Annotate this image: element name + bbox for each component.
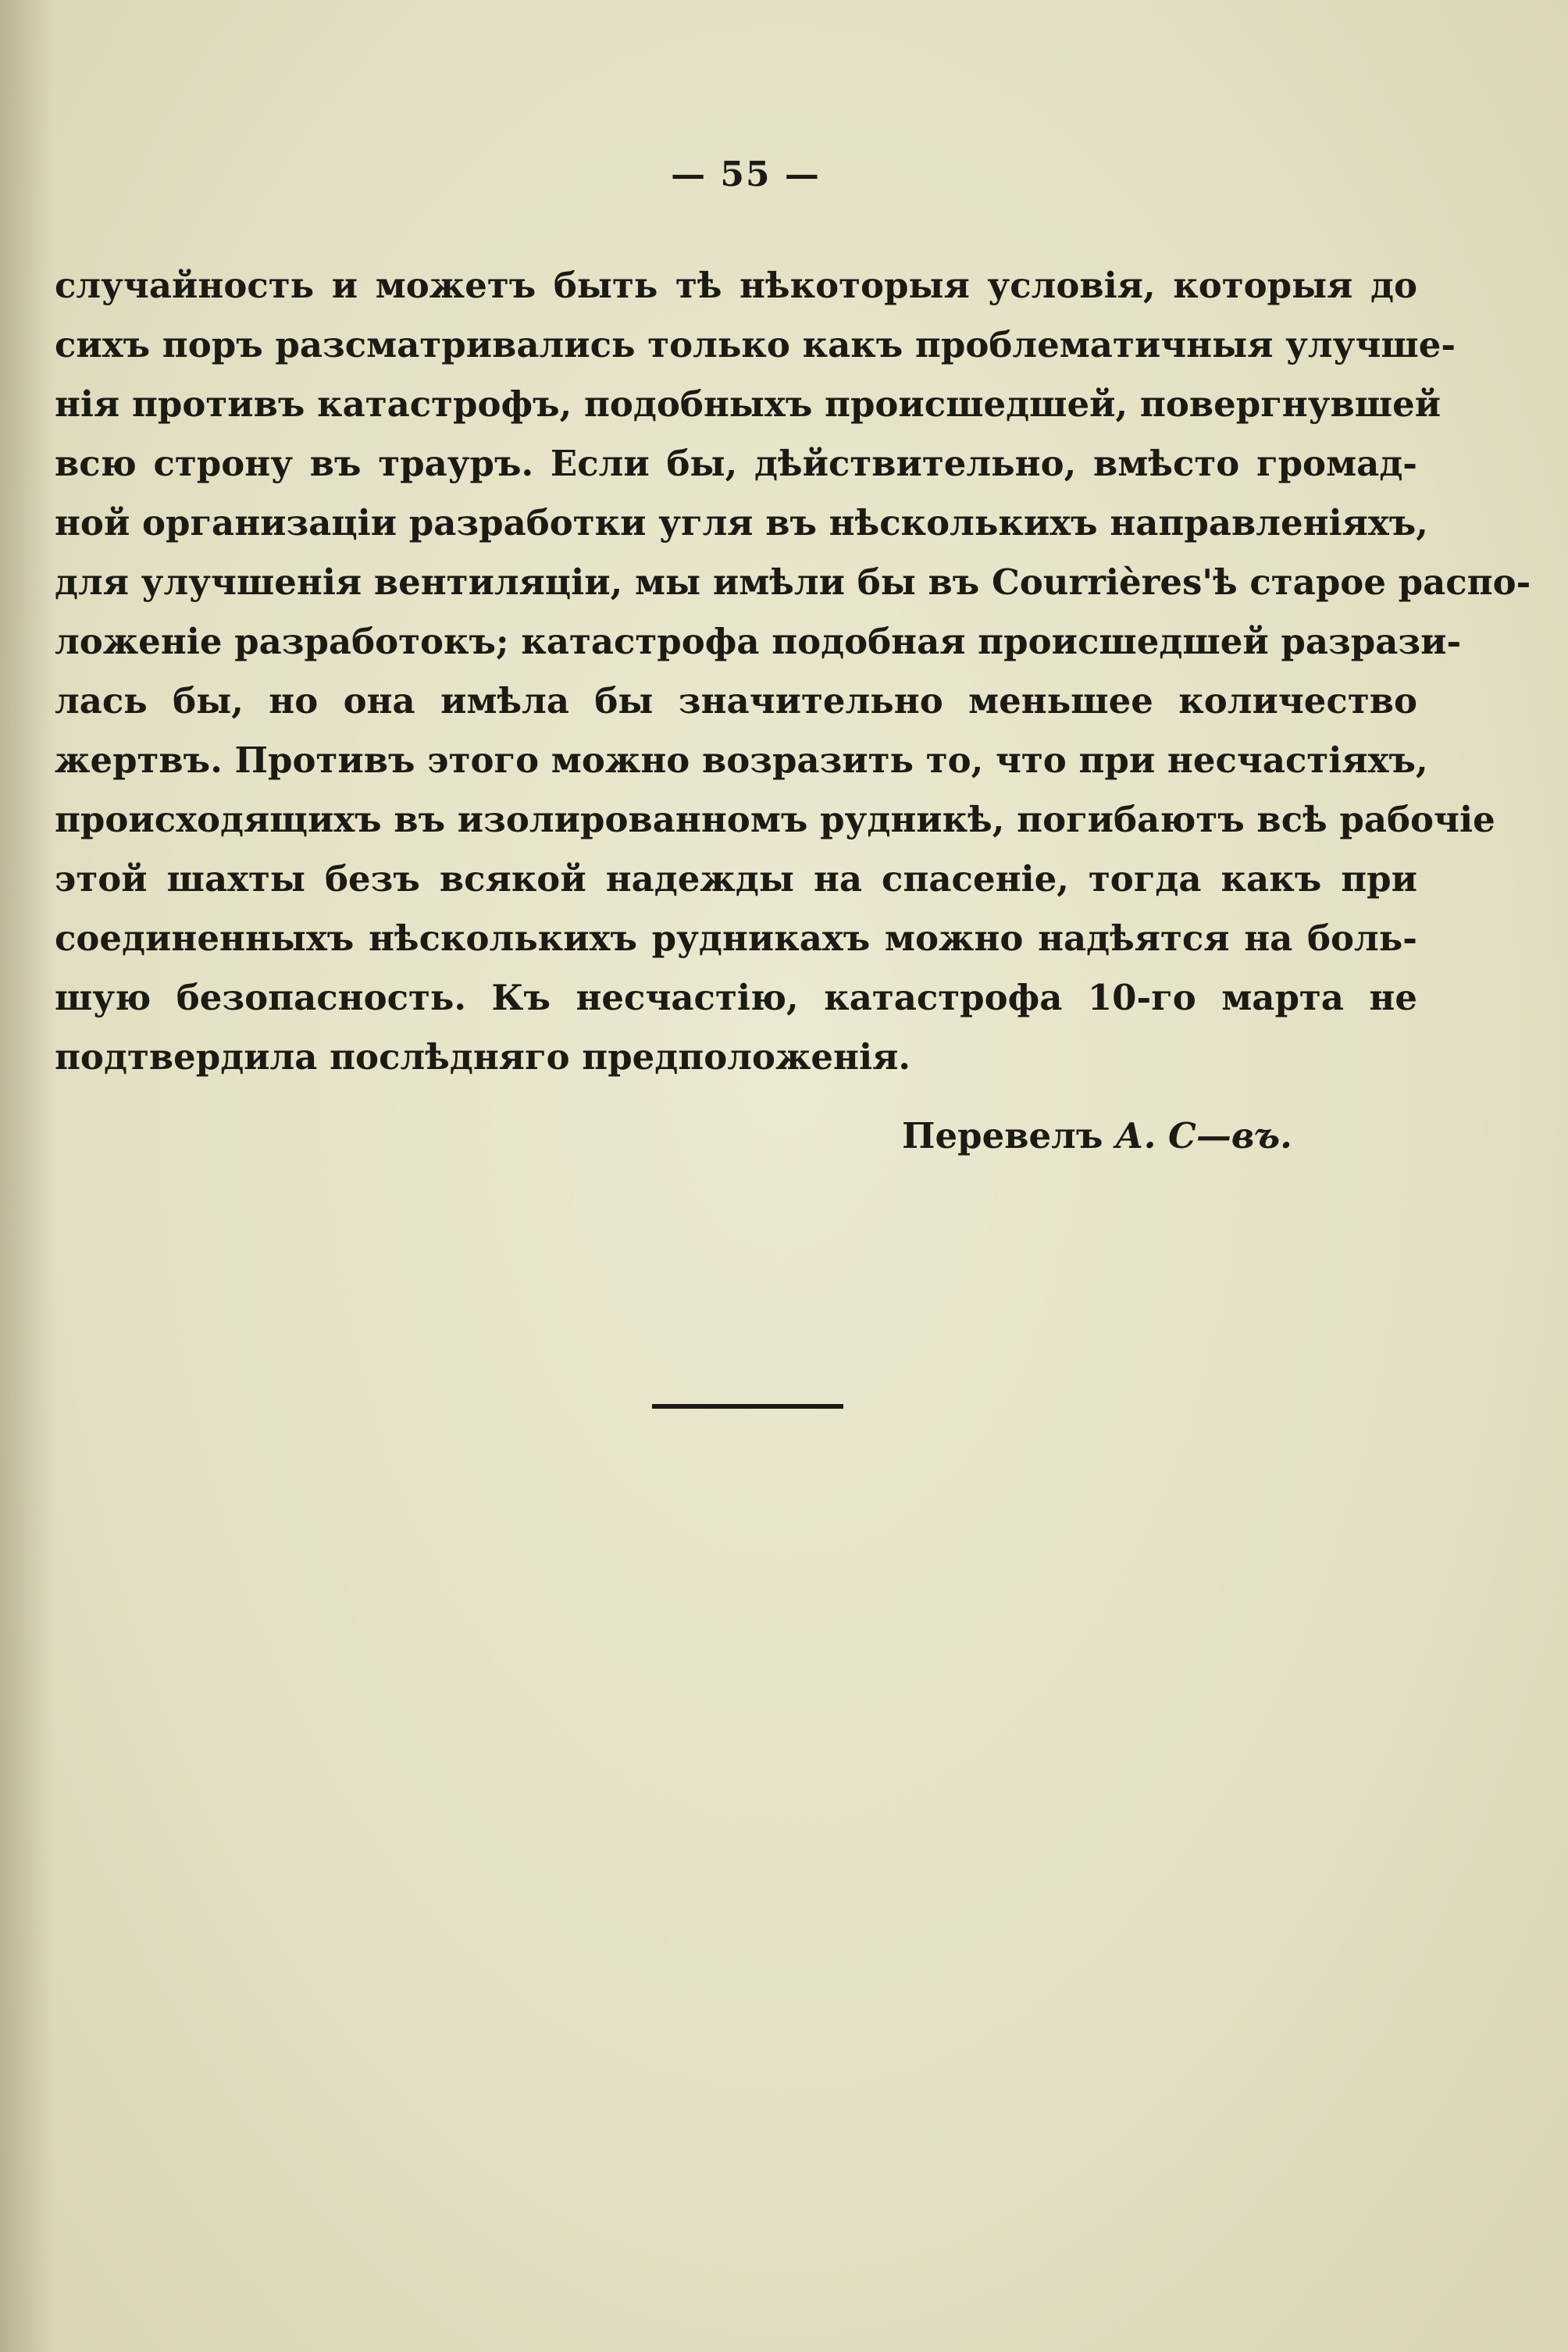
text-line: случайность и можетъ быть тѣ нѣкоторыя условія, которыя до [55, 265, 1417, 306]
section-divider-rule [652, 1404, 843, 1409]
signature-prefix: Перевелъ [902, 1115, 1103, 1156]
text-line: происходящихъ въ изолированномъ рудникѣ, погибаютъ всѣ рабочіе [55, 799, 1495, 840]
text-line-last: подтвердила послѣдняго предположенія. [55, 1036, 911, 1078]
text-line: нія противъ катастрофъ, подобныхъ происшедшей, повергнувшей [55, 383, 1441, 425]
text-line: ложеніе разработокъ; катастрофа подобная происшедшей разрази- [55, 621, 1462, 662]
text-line: лась бы, но она имѣла бы значительно меньшее количество [55, 680, 1417, 722]
text-line: ной организаціи разработки угля въ нѣсколькихъ направленіяхъ, [55, 502, 1428, 543]
page-edge-shadow [0, 0, 55, 2352]
body-paragraph [55, 256, 1531, 1087]
text-line: этой шахты безъ всякой надежды на спасеніе, тогда какъ при [55, 858, 1417, 900]
text-line: для улучшенія вентиляціи, мы имѣли бы въ Courrières'ѣ старое распо- [55, 561, 1531, 603]
text-line: соединенныхъ нѣсколькихъ рудникахъ можно надѣятся на боль- [55, 918, 1417, 959]
text-line: жертвъ. Противъ этого можно возразить то, что при несчастіяхъ, [55, 739, 1428, 781]
text-line: шую безопасность. Къ несчастію, катастрофа 10-го марта не [55, 977, 1417, 1018]
translator-signature [902, 1115, 1292, 1156]
text-line: сихъ поръ разсматривались только какъ проблематичныя улучше- [55, 324, 1456, 365]
signature-author: А. С—въ. [1115, 1115, 1292, 1156]
page-number: — 55 — [671, 155, 821, 194]
text-line: всю строну въ трауръ. Если бы, дѣйствительно, вмѣсто громад- [55, 443, 1417, 484]
